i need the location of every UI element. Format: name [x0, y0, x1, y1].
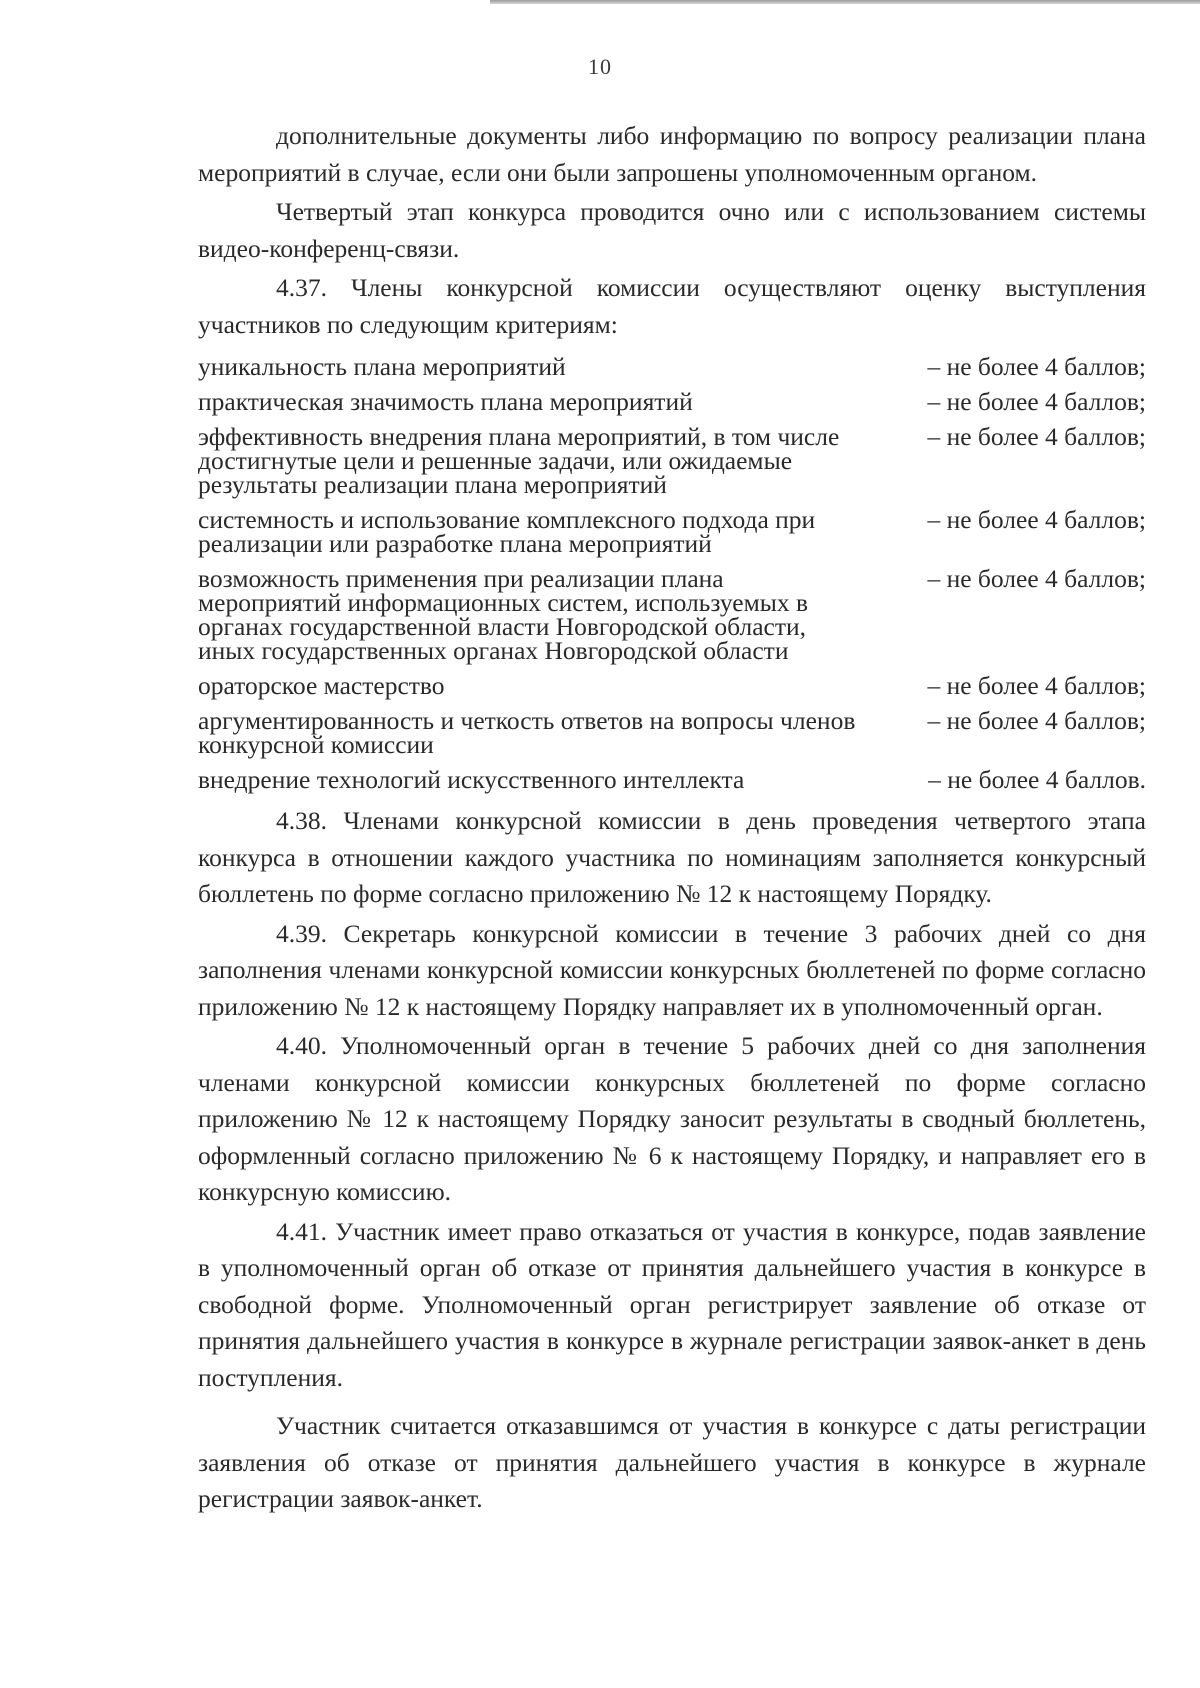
criteria-score: – не более 4 баллов;	[927, 564, 1146, 593]
document-body	[198, 118, 1146, 1518]
criteria-name: возможность применения при реализации плана мероприятий информационных систем, используемых в органах государственной власти Новгородской области, иных государственных органах Новгородской области	[198, 564, 809, 665]
criteria-list	[198, 352, 1146, 794]
criteria-score: – не более 4 баллов;	[927, 706, 1146, 735]
criteria-row	[198, 352, 1146, 381]
criteria-name: аргументированность и четкость ответов на вопросы членов конкурсной комиссии	[198, 706, 856, 759]
paragraph-4-40: 4.40. Уполномоченный орган в течение 5 рабочих дней со дня заполнения членами конкурсной комиссии конкурсных бюллетеней по форме согласно приложению № 12 к настоящему Порядку заносит результаты в сводный бюллетень, оформленный согласно приложению № 6 к настоящему Порядку, и направляет его в конкурсную комиссию.	[198, 1031, 1146, 1206]
scan-edge-shadow	[490, 0, 1200, 4]
criteria-name: эффективность внедрения плана мероприятий, в том числе достигнутые цели и решенные задачи, или ожидаемые результаты реализации плана мероприятий	[198, 422, 840, 499]
criteria-row	[198, 387, 1146, 416]
criteria-name: практическая значимость плана мероприятий	[198, 387, 693, 416]
criteria-name: внедрение технологий искусственного интеллекта	[198, 765, 745, 794]
criteria-name: ораторское мастерство	[198, 671, 445, 700]
criteria-score: – не более 4 баллов;	[927, 422, 1146, 451]
criteria-name: системность и использование комплексного подхода при реализации или разработке плана мероприятий	[198, 505, 816, 558]
criteria-row	[198, 564, 1146, 665]
criteria-row	[198, 422, 1146, 499]
criteria-score: – не более 4 баллов;	[927, 387, 1146, 416]
paragraph-continuation: дополнительные документы либо информацию по вопросу реализации плана мероприятий в случае, если они были запрошены уполномоченным органом.	[198, 121, 1146, 187]
paragraph-4-39: 4.39. Секретарь конкурсной комиссии в течение 3 рабочих дней со дня заполнения членами конкурсной комиссии конкурсных бюллетеней по форме согласно приложению № 12 к настоящему Порядку направляет их в уполномоченный орган.	[198, 918, 1146, 1021]
paragraph-fourth-stage: Четвертый этап конкурса проводится очно или с использованием системы видео-конференц-связи.	[198, 197, 1146, 263]
page-number: 10	[588, 54, 612, 79]
paragraph-4-41: 4.41. Участник имеет право отказаться от участия в конкурсе, подав заявление в уполномоченный орган об отказе от принятия дальнейшего участия в конкурсе в свободной форме. Уполномоченный орган регистрирует заявление об отказе от принятия дальнейшего участия в конкурсе в журнале регистрации заявок-анкет в день поступления.	[198, 1216, 1146, 1392]
paragraph-withdrawal: Участник считается отказавшимся от участия в конкурсе с даты регистрации заявления об отказе от принятия дальнейшего участия в конкурсе в журнале регистрации заявок-анкет.	[198, 1411, 1146, 1513]
criteria-score: – не более 4 баллов;	[927, 505, 1146, 534]
criteria-row	[198, 765, 1146, 794]
criteria-score: – не более 4 баллов;	[927, 671, 1146, 700]
criteria-row	[198, 706, 1146, 759]
criteria-row	[198, 505, 1146, 558]
criteria-name: уникальность плана мероприятий	[198, 352, 566, 381]
criteria-score: – не более 4 баллов;	[927, 352, 1146, 381]
paragraph-4-37: 4.37. Члены конкурсной комиссии осуществляют оценку выступления участников по следующим критериям:	[198, 273, 1146, 339]
criteria-score: – не более 4 баллов.	[928, 765, 1146, 794]
criteria-row	[198, 671, 1146, 700]
paragraph-4-38: 4.38. Членами конкурсной комиссии в день проведения четвертого этапа конкурса в отношении каждого участника по номинациям заполняется конкурсный бюллетень по форме согласно приложению № 12 к настоящему Порядку.	[198, 806, 1146, 908]
